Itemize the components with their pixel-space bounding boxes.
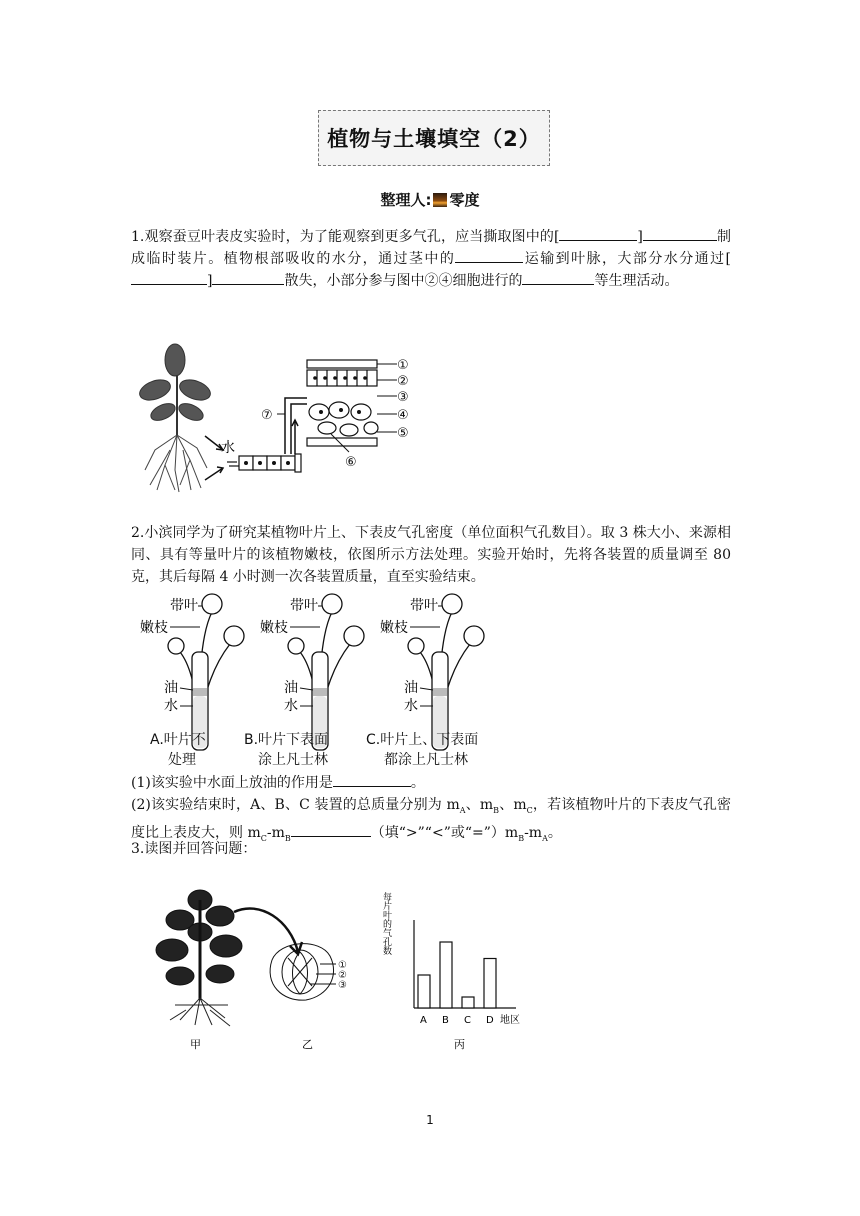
label-2: ②	[397, 374, 409, 389]
q1-blank-5[interactable]	[212, 284, 284, 285]
apparatus-b	[260, 594, 364, 750]
plant-leaf-structure-figure	[135, 340, 425, 498]
sunset-logo-icon	[433, 193, 447, 207]
q2-blank-1[interactable]	[333, 786, 411, 787]
q1-blank-2[interactable]	[643, 240, 717, 241]
svg-text:水: 水	[404, 698, 418, 714]
label-1: ①	[397, 358, 409, 373]
svg-text:带叶: 带叶	[170, 598, 198, 614]
q1-blank-6[interactable]	[522, 284, 594, 285]
question-2-sub2: (2)该实验结束时，A、B、C 装置的总质量分别为 $m_A$、$m_B$、$m_C$，若该植物叶片的下表皮气孔密度比上表皮大，则 $m_C-m_B$ （填“>”“<”或“$=”)m_B-m_A$。	[131, 797, 731, 843]
plant-icon	[137, 344, 213, 424]
svg-text:油: 油	[404, 680, 418, 696]
question-2-intro: 2.小滨同学为了研究某植物叶片上、下表皮气孔密度（单位面积气孔数目）。取 3 株大小、来源相同、具有等量叶片的该植物嫩枝，依图所示方法处理。实验开始时，先将各装置的质量调至 80 克，其后每隔 4 小时测一次各装置质量，直至实验结束。	[131, 525, 731, 585]
organizer-name: 零度	[449, 191, 480, 209]
tick-label-D: D	[486, 1015, 494, 1026]
svg-text:带叶: 带叶	[290, 598, 318, 614]
q1-blank-1[interactable]	[559, 240, 637, 241]
chart-xlabel: 地区	[500, 1015, 520, 1026]
svg-text:水: 水	[164, 698, 178, 714]
tick-label-C: C	[464, 1015, 471, 1026]
svg-text:嫩枝: 嫩枝	[260, 620, 288, 636]
label-5: ⑤	[397, 426, 409, 441]
q1-blank-3[interactable]	[455, 262, 523, 263]
svg-text:水: 水	[284, 698, 298, 714]
apparatus-c	[380, 594, 484, 750]
bar-A	[418, 975, 430, 1008]
caption-c-line2: 都涂上凡士林	[384, 752, 468, 768]
svg-text:③: ③	[338, 980, 347, 991]
stomata-yi	[270, 944, 336, 1000]
tick-label-A: A	[420, 1015, 427, 1026]
svg-text:②: ②	[338, 970, 347, 981]
question-1: 1.观察蚕豆叶表皮实验时，为了能观察到更多气孔，应当撕取图中的[ ] 制成临时装片。植物根部吸收的水分，通过茎中的 运输到叶脉，大部分水分通过[] 散失，小部分参与图中②④细胞进行的 等生理活动。	[131, 229, 732, 289]
label-bing: 丙	[454, 1038, 465, 1050]
page-title: 植物与土壤填空（2）	[318, 110, 550, 166]
q1-blank-4[interactable]	[131, 284, 207, 285]
caption-a-line1: A.叶片不	[150, 732, 206, 748]
organizer-line	[0, 189, 860, 210]
caption-b-line2: 涂上凡士林	[258, 752, 328, 768]
caption-b-line1: B.叶片下表面	[244, 732, 329, 748]
label-7: ⑦	[261, 408, 273, 423]
question-3-intro: 3.读图并回答问题：	[131, 841, 257, 857]
question-2-sub1: (1)该实验中水面上放油的作用是 。	[131, 775, 425, 791]
stomata-bar-chart	[381, 891, 520, 1026]
svg-text:油: 油	[164, 680, 178, 696]
svg-text:嫩枝: 嫩枝	[380, 620, 408, 636]
chart-ylabel: 每片叶的气孔数	[381, 892, 391, 955]
label-jia: 甲	[190, 1038, 201, 1050]
caption-a-line2: 处理	[168, 752, 196, 768]
q3-figure	[150, 880, 530, 1050]
label-yi: 乙	[302, 1038, 313, 1050]
label-4: ④	[397, 408, 409, 423]
caption-c-line1: C.叶片上、下表面	[366, 732, 479, 748]
organizer-label: 整理人:	[380, 191, 432, 209]
twig-experiment-figure	[140, 592, 520, 772]
svg-text:带叶: 带叶	[410, 598, 438, 614]
water-label: 水	[221, 440, 235, 456]
page-number: 1	[426, 1113, 434, 1127]
svg-text:嫩枝: 嫩枝	[140, 620, 168, 636]
svg-text:①: ①	[338, 960, 347, 971]
bar-B	[440, 942, 452, 1008]
bar-D	[484, 959, 496, 1009]
svg-text:油: 油	[284, 680, 298, 696]
tick-label-B: B	[442, 1015, 449, 1026]
q2-blank-2[interactable]	[291, 836, 371, 837]
bar-C	[462, 997, 474, 1008]
apparatus-a	[140, 594, 244, 750]
label-3: ③	[397, 390, 409, 405]
label-6: ⑥	[345, 455, 357, 470]
